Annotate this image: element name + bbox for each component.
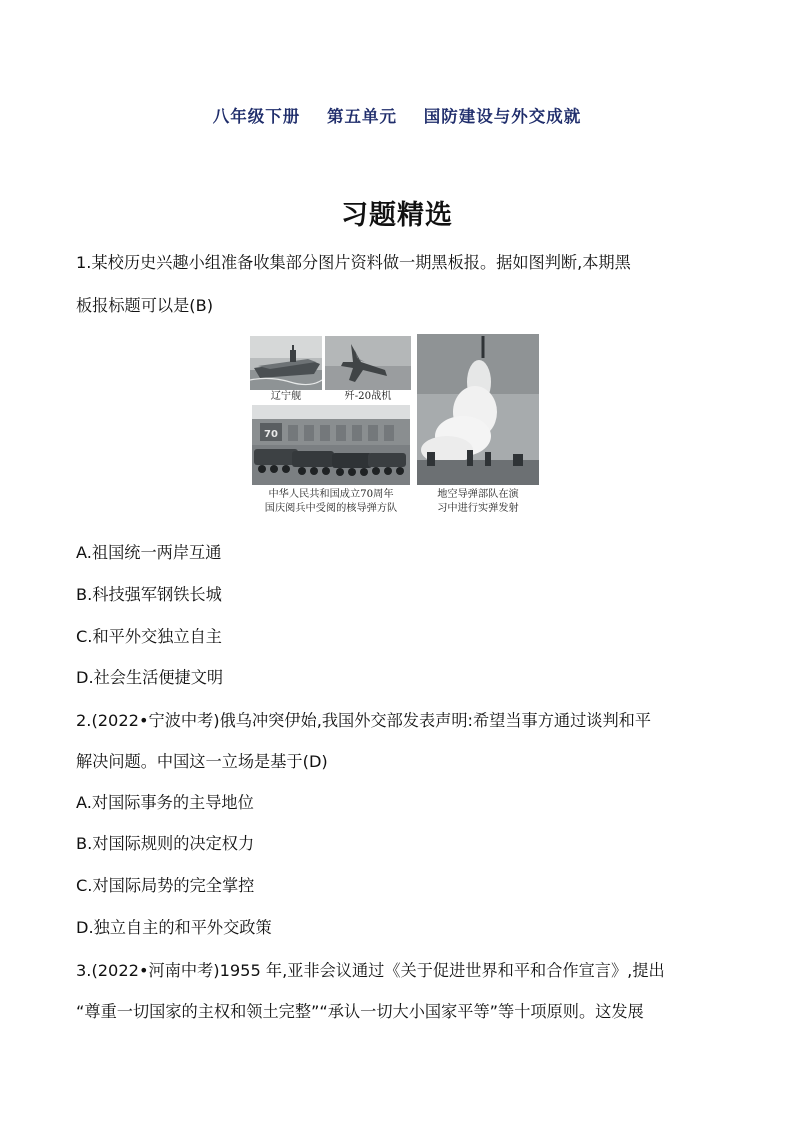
caption-missile-launch [417,488,539,516]
q2-option-d: D.独立自主的和平外交政策 [76,918,272,937]
q2-stem-line1: 2.(2022•宁波中考)俄乌冲突伊始,我国外交部发表声明:希望当事方通过谈判和平 [76,711,652,730]
q1-option-b: B.科技强军钢铁长城 [76,585,222,604]
q2-option-b: B.对国际规则的决定权力 [76,834,255,853]
q1-option-d: D.社会生活便捷文明 [76,668,224,687]
header-grade: 八年级下册 [212,107,301,126]
liaoning-carrier-photo [250,336,322,390]
header-unit: 第五单元 [327,107,397,126]
caption-missile-line1: 地空导弹部队在演 [437,489,519,500]
q1-stem-line2: 板报标题可以是(B) [76,296,214,315]
caption-missile-line2: 习中进行实弹发射 [437,503,519,514]
q1-option-a: A.祖国统一两岸互通 [76,543,222,562]
j20-fighter-photo [325,336,411,390]
page-header [0,103,794,127]
caption-parade-line1: 中华人民共和国成立70周年 [268,489,394,500]
q3-stem-line2: “尊重一切国家的主权和领土完整”“承认一切大小国家平等”等十项原则。这发展 [76,1002,644,1021]
parade-badge: 70 [264,429,278,440]
q3-stem-line1: 3.(2022•河南中考)1955 年,亚非会议通过《关于促进世界和平和合作宣言》,提出 [76,961,665,980]
missile-launch-photo [417,334,539,485]
caption-parade-line2: 国庆阅兵中受阅的核导弹方队 [264,503,398,514]
page-title: 习题精选 [341,200,453,231]
q1-figure [250,334,542,524]
header-topic: 国防建设与外交成就 [423,107,582,126]
caption-j20: 歼-20战机 [344,391,392,402]
q1-option-c: C.和平外交独立自主 [76,627,222,646]
q2-stem-line2: 解决问题。中国这一立场是基于(D) [76,752,328,771]
q2-option-a: A.对国际事务的主导地位 [76,793,254,812]
missile-parade-photo [252,405,410,485]
caption-liaoning: 辽宁舰 [270,391,302,402]
q1-stem-line1: 1.某校历史兴趣小组准备收集部分图片资料做一期黑板报。据如图判断,本期黑 [76,253,631,272]
caption-parade [250,488,412,516]
q2-option-c: C.对国际局势的完全掌控 [76,876,255,895]
